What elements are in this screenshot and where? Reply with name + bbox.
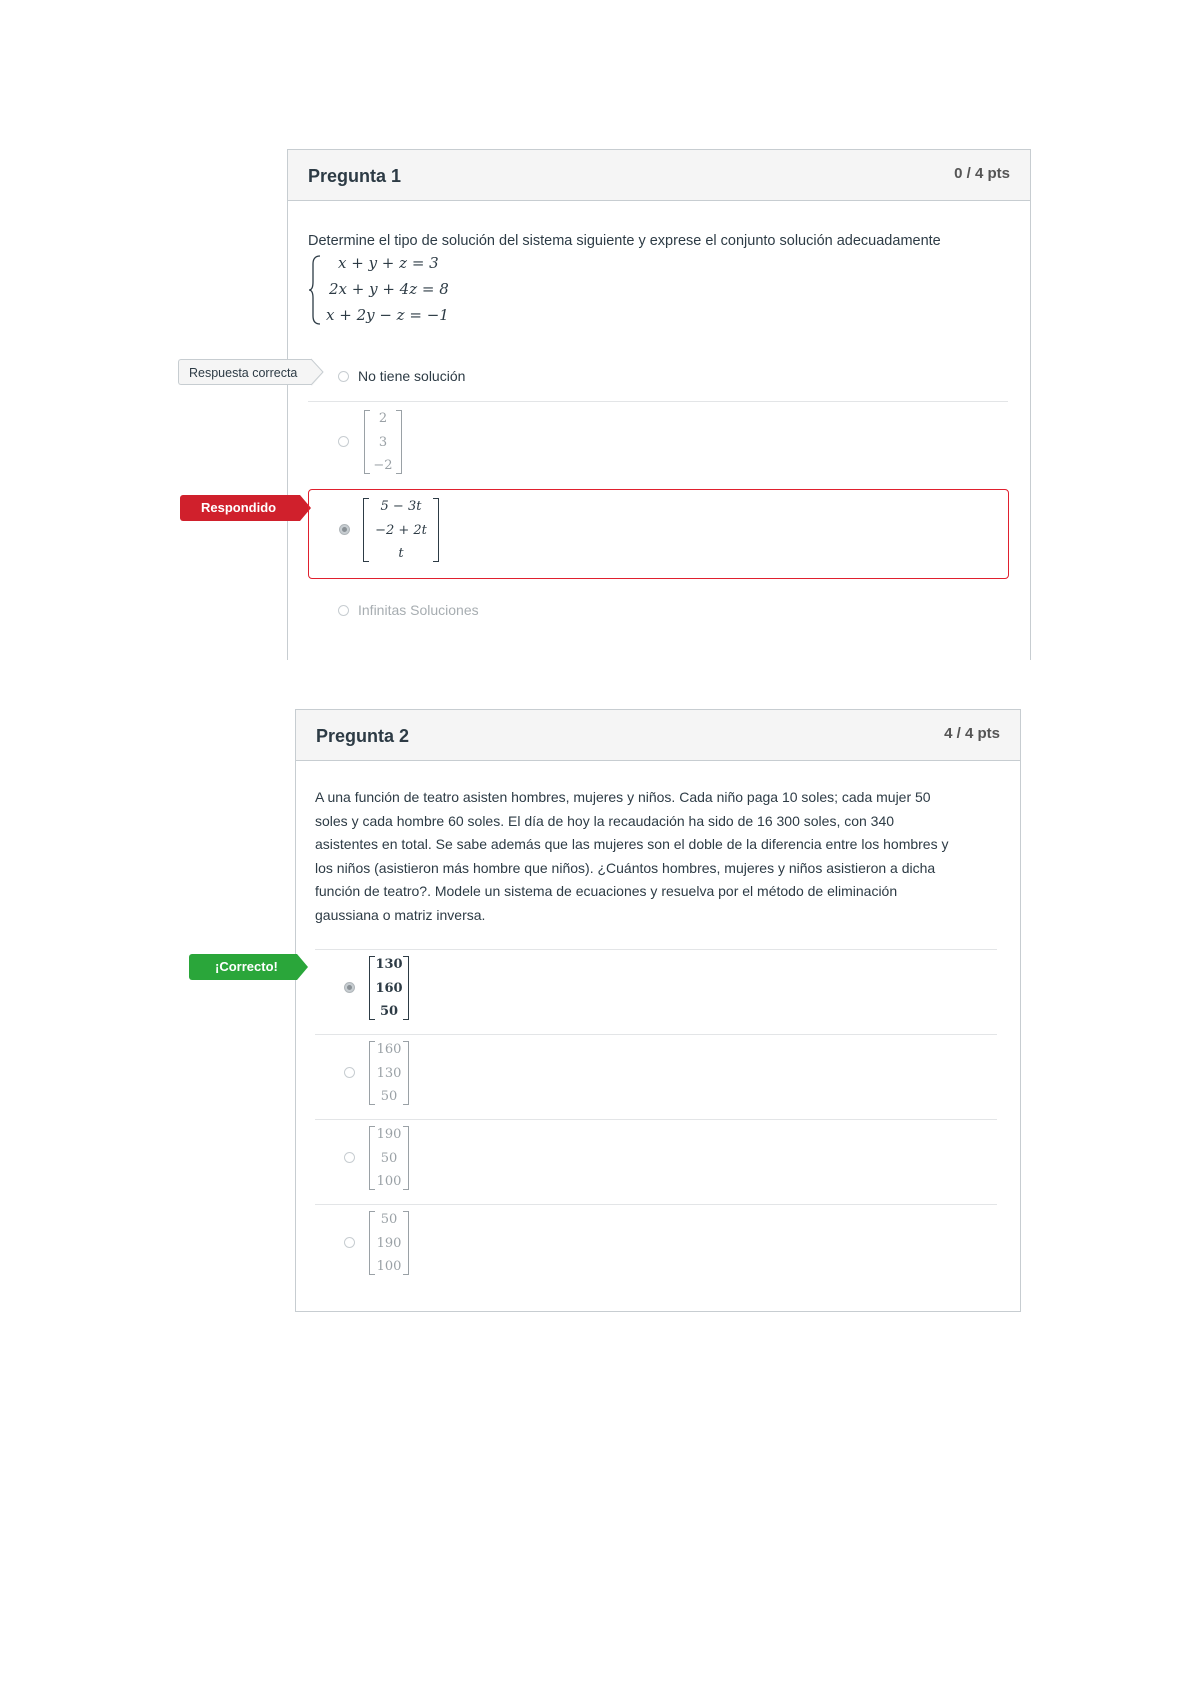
equation-3: x + 2y − z = −1 <box>326 306 449 324</box>
q2-divider-0 <box>315 949 997 950</box>
q2-answer-4-entry-2: 190 <box>376 1235 402 1251</box>
correct-tag-label: ¡Correcto! <box>215 959 278 974</box>
q1-divider-1 <box>308 401 1008 402</box>
q1-answer-2-radio[interactable] <box>338 436 349 447</box>
q2-answer-1-entry-1: 130 <box>375 957 403 972</box>
q2-answer-3-radio[interactable] <box>344 1152 355 1163</box>
q1-answer-3-entry-3: t <box>398 546 404 561</box>
q2-answer-1-vector[interactable] <box>369 956 409 1020</box>
q1-answer-3-radio[interactable] <box>339 524 350 535</box>
question-1-card <box>287 149 1031 660</box>
q1-answer-2-entry-1: 2 <box>378 411 388 426</box>
q1-answer-3-entry-1: 5 − 3t <box>380 499 422 514</box>
question-2-points: 4 / 4 pts <box>944 725 1000 742</box>
q1-answer-2-entry-2: 3 <box>378 434 388 450</box>
q2-answer-1-entry-2: 160 <box>375 980 403 996</box>
q2-answer-2-radio[interactable] <box>344 1067 355 1078</box>
q2-answer-4-vector[interactable] <box>369 1211 409 1275</box>
q2-divider-2 <box>315 1119 997 1120</box>
q2-answer-4-radio[interactable] <box>344 1237 355 1248</box>
question-2-header <box>296 710 1020 761</box>
question-2-title: Pregunta 2 <box>316 726 410 746</box>
q2-divider-3 <box>315 1204 997 1205</box>
q1-answer-4-label[interactable]: Infinitas Soluciones <box>358 602 479 618</box>
q2-answer-3-vector[interactable] <box>369 1126 409 1190</box>
q1-answer-3-vector[interactable] <box>363 498 439 562</box>
question-2-prompt-line-5: función de teatro?. Modele un sistema de ecuaciones y resuelva por el método de eliminación <box>315 883 898 899</box>
q2-answer-2-entry-2: 130 <box>376 1065 402 1081</box>
correct-answer-tag-label: Respuesta correcta <box>189 366 298 380</box>
equation-2: 2x + y + 4z = 8 <box>329 280 449 298</box>
correct-tag <box>189 954 297 980</box>
q1-answer-1-radio[interactable] <box>338 371 349 382</box>
correct-answer-tag-arrow-icon <box>311 358 325 386</box>
q2-answer-2-vector[interactable] <box>369 1041 409 1105</box>
q2-answer-1-radio[interactable] <box>344 982 355 993</box>
q2-answer-4-entry-1: 50 <box>380 1212 398 1227</box>
q1-answer-3-entry-2: −2 + 2t <box>375 522 427 538</box>
q2-answer-3-entry-3: 100 <box>376 1174 402 1189</box>
question-2-prompt-line-3: asistentes en total. Se sabe además que las mujeres son el doble de la diferencia entre los hombres y <box>315 836 949 852</box>
equation-system <box>308 254 488 326</box>
answered-tag-label: Respondido <box>201 500 277 515</box>
q2-answer-3-entry-1: 190 <box>376 1127 402 1142</box>
question-2-prompt-line-4: los niños (asistieron más hombre que niños). ¿Cuántos hombres, mujeres y niños asistieron a dicha <box>315 859 936 876</box>
q2-answer-3-entry-2: 50 <box>380 1150 398 1166</box>
question-1-header <box>288 150 1030 201</box>
left-brace-icon <box>308 254 322 326</box>
question-2-prompt-line-6: gaussiana o matriz inversa. <box>315 906 486 923</box>
question-1-prompt: Determine el tipo de solución del sistema siguiente y exprese el conjunto solución adecuadamente <box>308 233 941 249</box>
q1-answer-1-label[interactable]: No tiene solución <box>358 368 466 384</box>
q1-answer-4-radio[interactable] <box>338 605 349 616</box>
q1-answer-2-vector[interactable] <box>364 410 402 474</box>
q1-answer-2-entry-3: −2 <box>373 458 393 473</box>
q2-answer-2-entry-1: 160 <box>376 1042 402 1057</box>
answered-tag <box>180 495 300 521</box>
q2-answer-2-entry-3: 50 <box>380 1089 398 1104</box>
question-2-prompt-line-2: soles y cada hombre 60 soles. El día de hoy la recaudación ha sido de 16 300 soles, con 340 <box>315 812 895 829</box>
question-2-prompt-line-1: A una función de teatro asisten hombres, mujeres y niños. Cada niño paga 10 soles; cada mujer 50 <box>315 789 931 805</box>
question-2-prompt <box>315 786 1015 927</box>
correct-answer-tag <box>178 359 312 385</box>
q2-divider-1 <box>315 1034 997 1035</box>
q2-answer-1-entry-3: 50 <box>379 1004 399 1019</box>
question-1-points: 0 / 4 pts <box>954 165 1010 182</box>
q2-answer-4-entry-3: 100 <box>376 1259 402 1274</box>
equation-1: x + y + z = 3 <box>338 254 439 272</box>
question-1-title: Pregunta 1 <box>308 166 402 186</box>
